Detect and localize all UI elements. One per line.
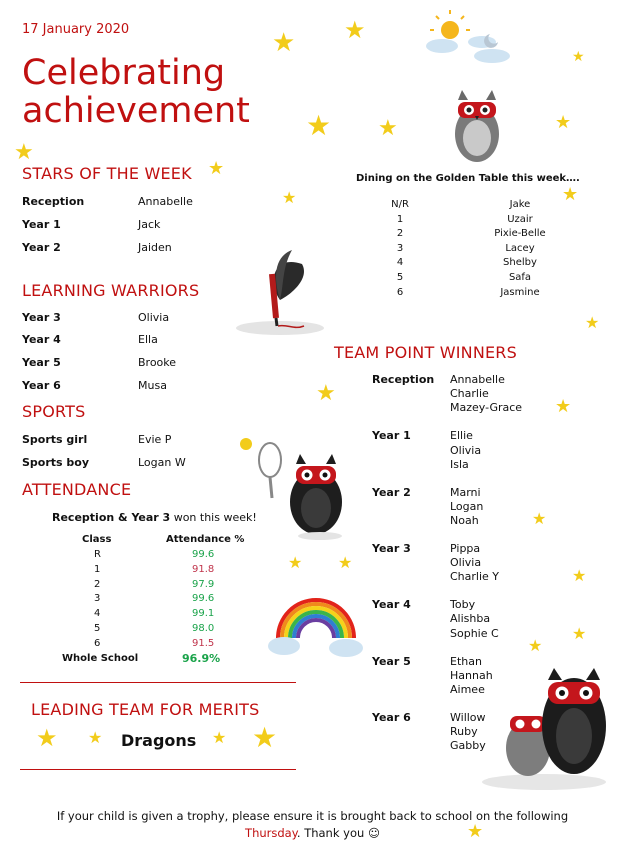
divider-bottom <box>20 769 296 770</box>
golden-table-name: Jasmine <box>500 286 540 298</box>
team-points-year: Year 4 <box>372 598 411 612</box>
rainbow-illustration <box>268 594 364 664</box>
sports-row-label: Sports girl <box>22 433 88 446</box>
stars-row-name: Annabelle <box>138 195 193 208</box>
warriors-row-name: Olivia <box>138 311 170 324</box>
golden-table-name: Pixie-Belle <box>494 228 546 240</box>
warriors-row-label: Year 3 <box>22 311 61 324</box>
attendance-class: 5 <box>94 623 101 634</box>
sun-moon-clouds-illustration <box>420 6 520 74</box>
team-points-year: Year 5 <box>372 654 411 668</box>
golden-table-class: 4 <box>396 257 404 269</box>
footer-line-2 <box>0 821 625 842</box>
golden-table-name: Shelby <box>503 257 537 269</box>
team-points-name: Ellie <box>450 429 473 443</box>
golden-table-heading: Dining on the Golden Table this week…. <box>356 173 580 184</box>
attendance-percent: 98.0 <box>192 623 215 634</box>
sports-row-label: Sports boy <box>22 456 90 469</box>
attendance-col-percent: Attendance % <box>166 534 245 545</box>
golden-table-name: Uzair <box>507 213 533 225</box>
star-icon: ★ <box>585 313 600 332</box>
team-points-name: Logan <box>450 499 484 513</box>
owls-pair-illustration <box>478 668 614 792</box>
team-points-name: Ethan <box>450 654 482 668</box>
attendance-percent: 97.9 <box>192 578 215 590</box>
star-icon: ★ <box>338 553 353 572</box>
leading-team-heading: LEADING TEAM FOR MERITS <box>31 700 260 719</box>
stars-row-label: Year 1 <box>22 218 61 231</box>
warriors-row-name: Brooke <box>138 356 177 369</box>
golden-table-name: Jake <box>509 199 531 210</box>
star-icon: ★ <box>572 624 587 643</box>
warriors-row-name: Musa <box>138 379 167 392</box>
team-points-name: Isla <box>450 457 469 471</box>
star-icon: ★ <box>344 16 366 44</box>
team-points-name: Charlie Y <box>450 570 500 584</box>
star-icon: ★ <box>572 49 585 65</box>
attendance-class: 3 <box>94 593 101 605</box>
team-points-name: Gabby <box>450 739 486 753</box>
team-points-name: Olivia <box>450 556 482 570</box>
attendance-whole-value: 96.9% <box>182 652 221 665</box>
team-points-name: Alishba <box>450 612 491 626</box>
cloud-icon <box>426 39 458 53</box>
star-icon: ★ <box>316 381 336 406</box>
golden-table-class: 1 <box>396 213 404 225</box>
team-points-name: Mazey-Grace <box>450 401 523 415</box>
stars-row-label: Reception <box>22 195 85 208</box>
attendance-percent: 99.6 <box>192 549 215 560</box>
team-points-year: Year 6 <box>372 710 411 724</box>
star-icon: ★ <box>208 158 225 179</box>
attendance-class: 6 <box>94 637 101 649</box>
owl-tennis-illustration <box>236 430 354 542</box>
team-points-year: Year 1 <box>372 429 411 443</box>
team-points-year: Year 2 <box>372 485 411 499</box>
attendance-class: 1 <box>94 563 101 575</box>
star-icon: ★ <box>555 112 572 133</box>
page-title <box>22 54 250 130</box>
warriors-row-label: Year 6 <box>22 379 61 392</box>
stars-row-name: Jaiden <box>138 241 172 254</box>
attendance-col-class: Class <box>82 534 112 545</box>
stars-row-label: Year 2 <box>22 241 61 254</box>
stars-of-week-heading: STARS OF THE WEEK <box>22 164 192 183</box>
team-points-name: Pippa <box>450 541 481 555</box>
sun-icon <box>441 21 459 39</box>
team-points-name: Marni <box>450 485 481 499</box>
attendance-heading: ATTENDANCE <box>22 480 132 499</box>
team-points-name: Hannah <box>450 668 493 682</box>
team-points-name: Ruby <box>450 725 478 738</box>
warriors-row-name: Ella <box>138 333 158 346</box>
newsletter-date: 17 January 2020 <box>22 22 130 37</box>
star-icon: ★ <box>272 28 296 58</box>
team-points-heading: TEAM POINT WINNERS <box>334 343 517 362</box>
attendance-class: 2 <box>94 578 101 590</box>
golden-table-class: 2 <box>396 228 404 240</box>
golden-table-class: 3 <box>396 242 404 254</box>
team-points-name: Charlie <box>450 387 489 401</box>
golden-table-class: 5 <box>396 272 404 283</box>
team-points-name: Toby <box>450 598 476 612</box>
star-icon: ★ <box>288 553 303 572</box>
star-icon: ★ <box>14 140 34 165</box>
golden-table-name: Lacey <box>505 242 535 254</box>
star-icon: ★ <box>212 728 227 747</box>
team-points-name: Annabelle <box>450 373 505 386</box>
footer-day: Thursday <box>245 826 297 840</box>
warriors-row-label: Year 4 <box>22 333 61 346</box>
attendance-winner <box>52 511 257 524</box>
attendance-winner-classes: Reception & Year 3 <box>52 511 171 524</box>
star-icon: ★ <box>36 724 58 752</box>
star-icon: ★ <box>532 509 547 528</box>
attendance-percent: 99.6 <box>192 593 215 605</box>
star-icon: ★ <box>562 184 579 205</box>
star-icon: ★ <box>378 116 398 141</box>
team-points-year: Year 3 <box>372 541 411 555</box>
golden-table-class: N/R <box>391 199 409 210</box>
golden-table-name: Safa <box>508 272 532 283</box>
team-points-name: Olivia <box>450 443 482 457</box>
star-icon: ★ <box>306 109 332 142</box>
attendance-class: R <box>94 549 101 560</box>
leading-team-name: Dragons <box>121 731 197 750</box>
team-points-name: Sophie C <box>450 626 499 640</box>
sports-heading: SPORTS <box>22 402 86 421</box>
quill-pen-illustration <box>232 244 324 336</box>
attendance-class: 4 <box>94 608 101 620</box>
attendance-whole-label: Whole School <box>62 653 139 664</box>
golden-table-class: 6 <box>396 286 404 298</box>
star-icon: ★ <box>555 396 572 417</box>
stars-row-name: Jack <box>138 218 161 231</box>
star-icon: ★ <box>467 821 484 842</box>
footer-note <box>0 808 625 842</box>
star-icon: ★ <box>252 721 278 754</box>
star-icon: ★ <box>282 188 297 207</box>
warriors-row-label: Year 5 <box>22 356 61 369</box>
sports-row-name: Logan W <box>138 456 186 469</box>
cloud-icon <box>474 49 510 63</box>
attendance-percent: 91.8 <box>192 563 215 575</box>
footer-line-1: If your child is given a trophy, please ensure it is brought back to school on the following <box>56 809 569 823</box>
star-icon: ★ <box>528 636 543 655</box>
team-points-name: Noah <box>450 514 479 527</box>
attendance-percent: 91.5 <box>192 637 215 649</box>
star-icon: ★ <box>572 566 587 585</box>
owl-grey-illustration <box>448 88 506 166</box>
team-points-name: Aimee <box>450 682 485 696</box>
title-line-2: achievement <box>22 91 250 131</box>
team-points-name: Willow <box>450 710 486 724</box>
divider-top <box>20 682 296 683</box>
footer-thanks: . Thank you ☺ <box>296 826 380 840</box>
attendance-winner-text: won this week! <box>170 511 257 524</box>
star-icon: ★ <box>88 728 103 747</box>
learning-warriors-heading: LEARNING WARRIORS <box>22 281 200 300</box>
team-points-year: Reception <box>372 373 435 386</box>
sports-row-name: Evie P <box>138 433 172 446</box>
title-line-1: Celebrating <box>22 53 226 93</box>
attendance-percent: 99.1 <box>192 608 215 620</box>
